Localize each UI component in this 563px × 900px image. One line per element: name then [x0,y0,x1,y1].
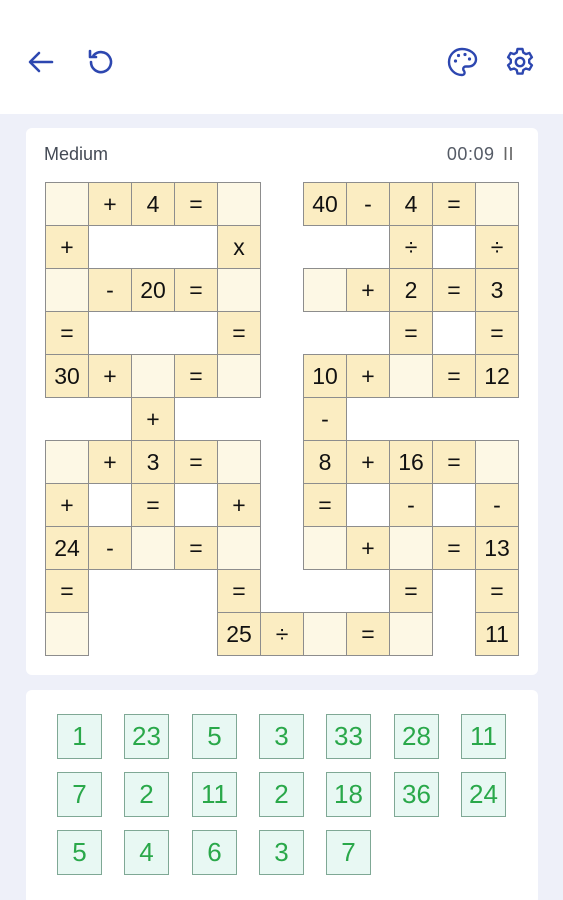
number-tile[interactable]: 4 [124,830,169,875]
number-cell: 10 [303,354,347,398]
operator-cell: + [88,354,132,398]
operator-cell: = [346,612,390,656]
number-tile[interactable]: 24 [461,772,506,817]
empty-cell[interactable] [303,268,347,312]
operator-cell: = [174,526,218,570]
operator-cell: = [174,268,218,312]
operator-cell: + [346,440,390,484]
undo-icon [85,46,117,78]
pause-icon[interactable]: II [502,144,514,164]
number-cell: 4 [389,182,433,226]
empty-cell[interactable] [389,354,433,398]
operator-cell: = [131,483,175,527]
operator-cell: = [45,569,89,613]
operator-cell: + [88,440,132,484]
number-tile[interactable]: 2 [259,772,304,817]
operator-cell: = [217,569,261,613]
empty-cell[interactable] [217,354,261,398]
timer[interactable] [447,144,514,165]
number-cell: 16 [389,440,433,484]
number-tile[interactable]: 3 [259,830,304,875]
number-tile[interactable]: 18 [326,772,371,817]
operator-cell: ÷ [260,612,304,656]
number-cell: 24 [45,526,89,570]
theme-button[interactable] [442,42,482,82]
number-tile[interactable]: 5 [57,830,102,875]
number-cell: 13 [475,526,519,570]
empty-cell[interactable] [475,440,519,484]
number-tile[interactable]: 5 [192,714,237,759]
operator-cell: + [346,526,390,570]
operator-cell: x [217,225,261,269]
empty-cell[interactable] [217,182,261,226]
number-cell: 12 [475,354,519,398]
difficulty-label: Medium [44,144,109,164]
undo-button[interactable] [81,42,121,82]
empty-cell[interactable] [389,612,433,656]
empty-cell[interactable] [475,182,519,226]
timer-value: 00:09 [446,144,495,164]
empty-cell[interactable] [45,182,89,226]
number-tile[interactable]: 2 [124,772,169,817]
operator-cell: = [432,440,476,484]
operator-cell: + [217,483,261,527]
empty-cell[interactable] [217,268,261,312]
operator-cell: - [88,526,132,570]
empty-cell[interactable] [45,268,89,312]
empty-cell[interactable] [45,440,89,484]
operator-cell: ÷ [475,225,519,269]
operator-cell: = [475,311,519,355]
empty-cell[interactable] [217,526,261,570]
operator-cell: - [346,182,390,226]
operator-cell: - [303,397,347,441]
number-cell: 20 [131,268,175,312]
operator-cell: - [88,268,132,312]
operator-cell: + [346,354,390,398]
operator-cell: = [432,268,476,312]
operator-cell: + [346,268,390,312]
empty-cell[interactable] [131,526,175,570]
operator-cell: = [432,182,476,226]
number-tile[interactable]: 7 [57,772,102,817]
operator-cell: = [432,354,476,398]
empty-cell[interactable] [131,354,175,398]
number-tile[interactable]: 1 [57,714,102,759]
arrow-left-icon [25,46,57,78]
number-cell: 4 [131,182,175,226]
puzzle-grid [45,182,518,655]
empty-cell[interactable] [303,612,347,656]
number-tile[interactable]: 3 [259,714,304,759]
empty-cell[interactable] [45,612,89,656]
number-tile[interactable]: 23 [124,714,169,759]
number-tile[interactable]: 6 [192,830,237,875]
operator-cell: = [475,569,519,613]
operator-cell: + [131,397,175,441]
number-tile[interactable]: 28 [394,714,439,759]
number-tile[interactable]: 36 [394,772,439,817]
operator-cell: - [475,483,519,527]
number-cell: 30 [45,354,89,398]
operator-cell: = [217,311,261,355]
operator-cell: = [432,526,476,570]
palette-icon [446,46,478,78]
operator-cell: ÷ [389,225,433,269]
number-tile[interactable]: 33 [326,714,371,759]
number-tile[interactable]: 7 [326,830,371,875]
empty-cell[interactable] [217,440,261,484]
settings-button[interactable] [500,42,540,82]
number-tile[interactable]: 11 [461,714,506,759]
number-tile[interactable]: 11 [192,772,237,817]
operator-cell: + [45,483,89,527]
number-cell: 11 [475,612,519,656]
back-button[interactable] [21,42,61,82]
operator-cell: = [174,354,218,398]
number-cell: 3 [131,440,175,484]
operator-cell: = [303,483,347,527]
operator-cell: - [389,483,433,527]
empty-cell[interactable] [303,526,347,570]
operator-cell: = [389,569,433,613]
number-cell: 3 [475,268,519,312]
operator-cell: = [174,440,218,484]
number-cell: 40 [303,182,347,226]
number-cell: 25 [217,612,261,656]
operator-cell: + [88,182,132,226]
number-cell: 2 [389,268,433,312]
empty-cell[interactable] [389,526,433,570]
operator-cell: + [45,225,89,269]
operator-cell: = [389,311,433,355]
operator-cell: = [174,182,218,226]
operator-cell: = [45,311,89,355]
number-cell: 8 [303,440,347,484]
gear-icon [504,46,536,78]
